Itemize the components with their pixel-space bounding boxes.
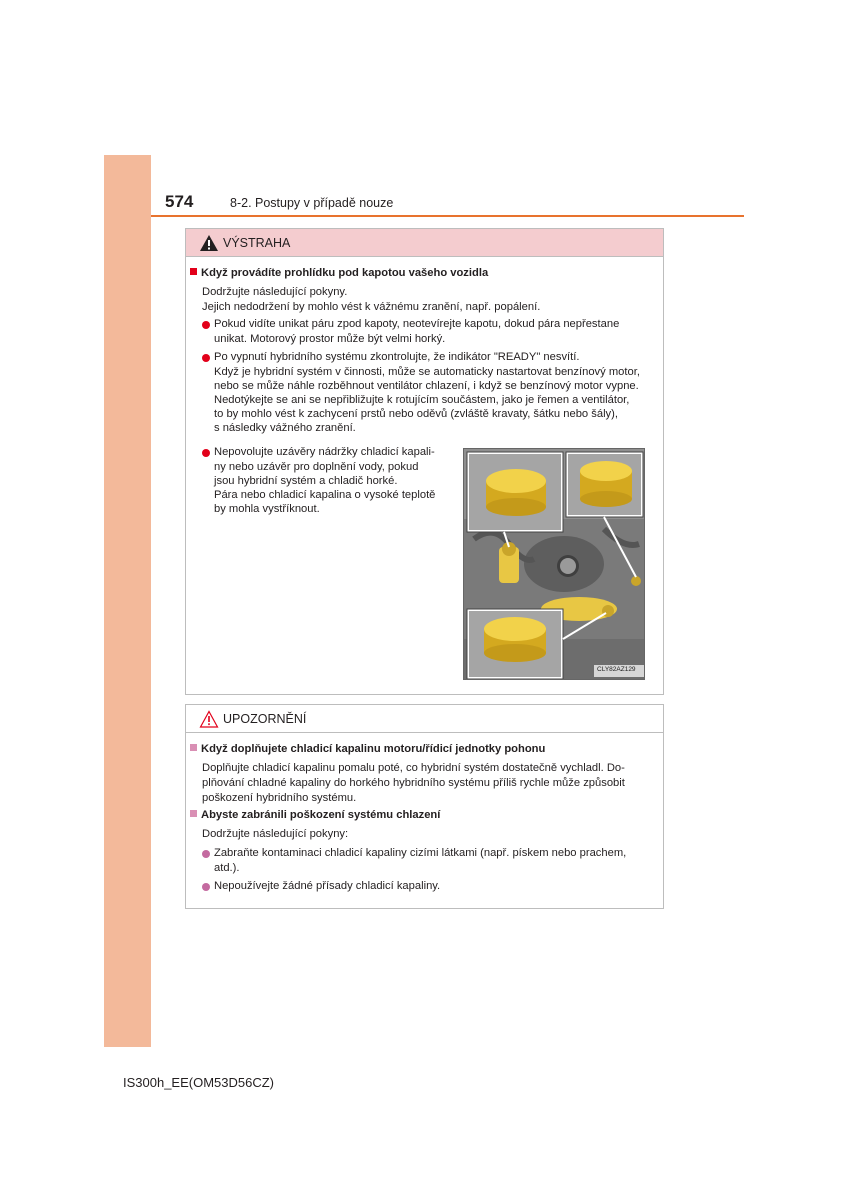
warning-bullet-3-line-1: Nepovolujte uzávěry nádržky chladicí kapali- xyxy=(214,446,435,458)
square-bullet-icon xyxy=(190,268,197,275)
bullet-dot-icon xyxy=(202,449,210,457)
warning-bullet-3-line-4: Pára nebo chladicí kapalina o vysoké teplotě xyxy=(214,489,436,501)
warning-bullet-2-line-6: s následky vážného zranění. xyxy=(214,422,356,434)
warning-header xyxy=(186,229,663,257)
header-rule xyxy=(151,215,744,217)
warning-triangle-icon xyxy=(199,234,219,252)
engine-illustration xyxy=(464,449,645,680)
caution-para-1-line-1: Doplňujte chladicí kapalinu pomalu poté, co hybridní systém dostatečně vychladl. Do- xyxy=(202,762,625,774)
chapter-side-tab xyxy=(104,155,151,1047)
warning-intro-1: Dodržujte následující pokyny. xyxy=(202,286,348,298)
square-bullet-icon xyxy=(190,810,197,817)
caution-intro: Dodržujte následující pokyny: xyxy=(202,828,349,840)
warning-bullet-3-line-3: jsou hybridní systém a chladič horké. xyxy=(214,475,398,487)
warning-bullet-1-line-1: Pokud vidíte unikat páru zpod kapoty, neotevírejte kapotu, dokud pára nepřestane xyxy=(214,318,620,330)
page-number: 574 xyxy=(165,192,194,211)
bullet-dot-icon xyxy=(202,321,210,329)
engine-coolant-cap-figure xyxy=(463,448,645,680)
caution-para-1-line-3: poškození hybridního systému. xyxy=(202,792,357,804)
caution-para-1-line-2: plňování chladné kapaliny do horkého hybridního systému příliš rychle může způsobit xyxy=(202,777,625,789)
warning-bullet-2-line-5: to by mohlo vést k zachycení prstů nebo oděvů (zvláště kravaty, šátku nebo šály), xyxy=(214,408,618,420)
square-bullet-icon xyxy=(190,744,197,751)
caution-triangle-icon xyxy=(199,710,219,728)
caution-heading-2: Abyste zabránili poškození systému chlazení xyxy=(190,808,440,823)
bullet-dot-icon xyxy=(202,850,210,858)
warning-intro-2: Jejich nedodržení by mohlo vést k vážnému zranění, např. popálení. xyxy=(202,301,541,313)
caution-bullet-2: Nepoužívejte žádné přísady chladicí kapaliny. xyxy=(214,880,441,892)
warning-bullet-2-line-2: Když je hybridní systém v činnosti, může se automaticky nastartovat benzínový motor, xyxy=(214,366,640,378)
figure-code: CLY82AZ129 xyxy=(597,666,636,673)
warning-bullet-2-line-4: Nedotýkejte se ani se nepřibližujte k rotujícím součástem, jako je řemen a ventilátor, xyxy=(214,394,630,406)
warning-heading: Když provádíte prohlídku pod kapotou vašeho vozidla xyxy=(190,266,488,281)
warning-bullet-2-line-1: Po vypnutí hybridního systému zkontrolujte, že indikátor "READY" nesvítí. xyxy=(214,351,580,363)
page-footer: IS300h_EE(OM53D56CZ) xyxy=(123,1075,275,1090)
warning-bullet-3-line-2: ny nebo uzávěr pro doplnění vody, pokud xyxy=(214,461,419,473)
warning-bullet-3-line-5: by mohla vystříknout. xyxy=(214,503,320,515)
caution-bullet-1-line-2: atd.). xyxy=(214,862,240,874)
section-title: 8-2. Postupy v případě nouze xyxy=(230,196,394,210)
warning-bullet-1-line-2: unikat. Motorový prostor může být velmi horký. xyxy=(214,333,446,345)
warning-title: VÝSTRAHA xyxy=(223,235,291,250)
caution-bullet-1-line-1: Zabraňte kontaminaci chladicí kapaliny cizími látkami (např. pískem nebo prachem, xyxy=(214,847,627,859)
caution-title: UPOZORNĚNÍ xyxy=(223,711,307,726)
bullet-dot-icon xyxy=(202,354,210,362)
caution-header xyxy=(186,705,663,733)
caution-heading-1: Když doplňujete chladicí kapalinu motoru/řídicí jednotky pohonu xyxy=(190,742,545,757)
bullet-dot-icon xyxy=(202,883,210,891)
warning-bullet-2-line-3: nebo se může náhle rozběhnout ventilátor chlazení, i když se benzínový motor vypne. xyxy=(214,380,639,392)
